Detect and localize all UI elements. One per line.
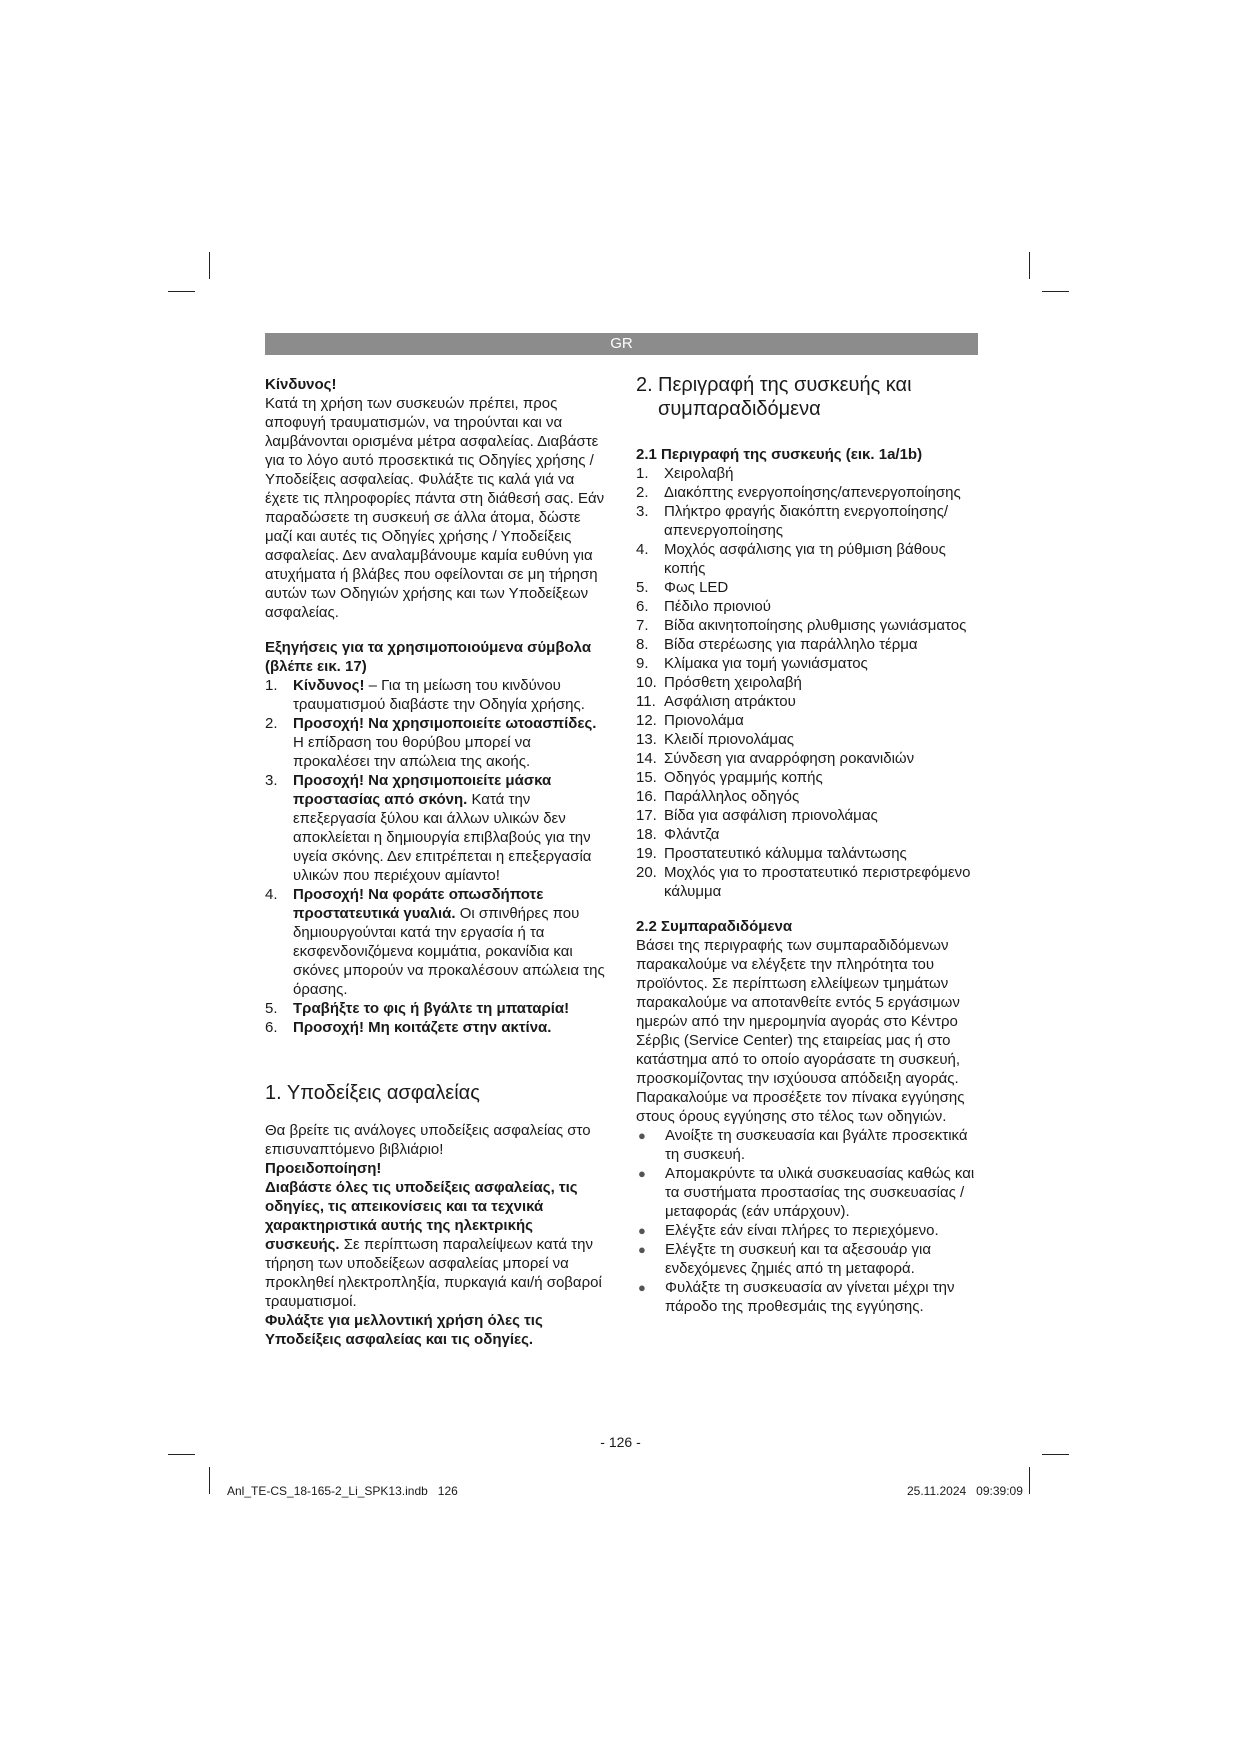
keep-instructions-text: Φυλάξτε για μελλοντική χρήση όλες τις Υποδείξεις ασφαλείας και τις οδηγίες.: [265, 1312, 543, 1348]
language-header-bar: [265, 333, 978, 355]
part-number: 10.: [636, 674, 657, 691]
symbol-text: Κατά την επεξεργασία ξύλου και άλλων υλικών δεν αποκλείεται η δημιουργία επιβλαβούς για την υγεία σκόνης. Δεν επιτρέπεται η επεξεργασία υλικών που περιέχουν αμίαντο!: [293, 791, 592, 884]
part-item: [636, 578, 980, 597]
part-number: 15.: [636, 769, 657, 786]
part-number: 13.: [636, 731, 657, 748]
part-label: Κλειδί πριονολάμας: [664, 731, 794, 748]
symbol-number: 2.: [265, 715, 278, 732]
warning-bold-text: Διαβάστε όλες τις υποδείξεις ασφαλείας, τις οδηγίες, τις απεικονίσεις και τα τεχνικά χαρακτηριστικά αυτής της ηλεκτρικής συσκευής.: [265, 1179, 578, 1253]
checklist-text: Απομακρύντε τα υλικά συσκευασίας καθώς και τα συστήματα προστασίας της συσκευασίας / μεταφοράς (εάν υπάρχουν).: [665, 1165, 975, 1220]
part-number: 19.: [636, 845, 657, 862]
warning-text: Σε περίπτωση παραλείψεων κατά την τήρηση των υποδείξεων ασφαλείας μπορεί να προκληθεί ηλεκτροπληξία, πυρκαγιά και/ή σοβαροί τραυματισμοί.: [265, 1236, 602, 1310]
checklist-text: Ελέγξτε εάν είναι πλήρες το περιεχόμενο.: [665, 1222, 939, 1239]
part-label: Μοχλός ασφάλισης για τη ρύθμιση βάθους κοπής: [664, 541, 946, 577]
part-label: Πλήκτρο φραγής διακόπτη ενεργοποίησης/ απενεργοποίησης: [664, 503, 949, 539]
checklist-text: Ελέγξτε τη συσκευή και τα αξεσουάρ για ενδεχόμενες ζημιές από τη μεταφορά.: [665, 1241, 932, 1277]
crop-mark: [1042, 1454, 1069, 1455]
part-label: Μοχλός για το προστατευτικό περιστρεφόμενο κάλυμμα: [664, 864, 971, 900]
section2-title: Περιγραφή της συσκευής και συμπαραδιδόμενα: [658, 374, 912, 420]
part-number: 11.: [636, 693, 656, 710]
part-label: Πρόσθετη χειρολαβή: [664, 674, 802, 691]
part-label: Πέδιλο πριονιού: [664, 598, 771, 615]
part-item: [636, 635, 980, 654]
file-info: Anl_TE-CS_18-165-2_Li_SPK13.indb 126: [227, 1484, 458, 1498]
part-label: Φλάντζα: [664, 826, 720, 843]
symbol-number: 6.: [265, 1019, 278, 1036]
part-item: [636, 768, 980, 787]
part-item: [636, 673, 980, 692]
symbol-description: [293, 676, 609, 714]
part-label: Πριονολάμα: [664, 712, 744, 729]
part-item: [636, 730, 980, 749]
part-item: [636, 502, 980, 540]
part-item: [636, 483, 980, 502]
part-item: [636, 806, 980, 825]
warning-title: Προειδοποίηση!: [265, 1160, 382, 1177]
symbol-number: 1.: [265, 677, 278, 694]
part-number: 1.: [636, 465, 649, 482]
symbol-description: [293, 885, 609, 999]
symbol-bold-label: Προσοχή! Να χρησιμοποιείτε ωτοασπίδες.: [293, 715, 597, 732]
part-number: 3.: [636, 503, 649, 520]
symbol-text: – Για τη μείωση του κινδύνου τραυματισμού διαβάστε την Οδηγία χρήσης.: [293, 677, 585, 713]
danger-text: Κατά τη χρήση των συσκευών πρέπει, προς αποφυγή τραυματισμών, να τηρούνται και να λαμβάνονται ορισμένα μέτρα ασφαλείας. Διαβάστε για το λόγο αυτό προσεκτικά τις Οδηγίες χρήσης / Υποδείξεις ασφαλείας. Φυλάξτε τις καλά γιά να έχετε τις πληροφορίες πάντα στη διάθεσή σας. Εάν παραδώσετε τη συσκευή σε άλλα άτομα, δώστε μαζί και αυτές τις Οδηγίες χρήσης / Υποδείξεις ασφαλείας. Δεν αναλαμβάνουμε καμία ευθύνη για ατυχήματα ή βλάβες που οφείλονται σε μη τήρηση αυτών των Οδηγιών χρήσης και των Υποδείξεων ασφαλείας.: [265, 395, 605, 621]
part-number: 7.: [636, 617, 649, 634]
bullet-icon: ●: [638, 1223, 646, 1238]
part-number: 12.: [636, 712, 657, 729]
symbol-description: [293, 714, 609, 771]
part-number: 14.: [636, 750, 657, 767]
part-label: Ασφάλιση ατράκτου: [664, 693, 796, 710]
crop-mark: [168, 291, 195, 292]
checklist-item: [636, 1221, 980, 1240]
symbol-description: [293, 1018, 551, 1037]
warning-paragraph: [265, 1178, 609, 1311]
part-number: 8.: [636, 636, 649, 653]
symbols-title: Εξηγήσεις για τα χρησιμοποιούμενα σύμβολα (βλέπε εικ. 17): [265, 639, 592, 675]
crop-mark: [1029, 252, 1030, 279]
part-number: 5.: [636, 579, 649, 596]
symbol-bold-label: Προσοχή! Να φοράτε οπωσδήποτε προστατευτικά γυαλιά.: [293, 886, 544, 922]
bullet-icon: ●: [638, 1280, 646, 1295]
section2-number: 2.: [636, 374, 653, 396]
part-number: 9.: [636, 655, 649, 672]
symbol-item: [265, 1018, 609, 1037]
checklist-item: [636, 1278, 980, 1316]
part-item: [636, 692, 980, 711]
symbol-text: Η επίδραση του θορύβου μπορεί να προκαλέσει την απώλεια της ακοής.: [293, 734, 531, 770]
part-label: Οδηγός γραμμής κοπής: [664, 769, 823, 786]
part-item: [636, 597, 980, 616]
part-number: 4.: [636, 541, 649, 558]
part-item: [636, 540, 980, 578]
crop-mark: [209, 252, 210, 279]
part-label: Χειρολαβή: [664, 465, 734, 482]
symbol-bold-label: Τραβήξτε το φις ή βγάλτε τη μπαταρία!: [293, 1000, 570, 1017]
checklist-item: [636, 1164, 980, 1221]
symbol-description: [293, 771, 609, 885]
symbol-description: [293, 999, 569, 1018]
part-item: [636, 844, 980, 863]
part-label: Βίδα για ασφάλιση πριονολάμας: [664, 807, 878, 824]
crop-mark: [209, 1467, 210, 1494]
right-column: [636, 373, 980, 1316]
part-label: Σύνδεση για αναρρόφηση ροκανιδιών: [664, 750, 915, 767]
print-date-time: 25.11.2024 09:39:09: [907, 1484, 1023, 1498]
part-label: Παράλληλος οδηγός: [664, 788, 800, 805]
part-label: Κλίμακα για τομή γωνιάσματος: [664, 655, 868, 672]
symbol-item: [265, 999, 609, 1018]
crop-mark: [1029, 1467, 1030, 1494]
part-item: [636, 711, 980, 730]
symbol-item: [265, 885, 609, 999]
symbol-number: 3.: [265, 772, 278, 789]
section1-title: 1. Υποδείξεις ασφαλείας: [265, 1082, 480, 1104]
part-label: Προστατευτικό κάλυμμα ταλάντωσης: [664, 845, 907, 862]
part-number: 20.: [636, 864, 657, 881]
part-number: 6.: [636, 598, 649, 615]
part-item: [636, 654, 980, 673]
checklist-item: [636, 1240, 980, 1278]
section2-heading: [636, 373, 980, 421]
scope-of-delivery-text: Βάσει της περιγραφής των συμπαραδιδόμενων παρακαλούμε να ελέγξετε την πληρότητα του προϊόντος. Σε περίπτωση ελλείψεων τμημάτων παρακαλούμε να αποτανθείτε εντός 5 εργάσιμων ημερών από την ημερομηνία αγοράς στο Κέντρο Σέρβις (Service Center) της εταιρείας μας ή στο κατάστημα από το οποίο αγοράσατε τη συσκευή, προσκομίζοντας την ισχύουσα απόδειξη αγοράς. Παρακαλούμε να προσέξετε τον πίνακα εγγύησης στους όρους εγγύησης στο τέλος των οδηγιών.: [636, 937, 965, 1125]
symbol-bold-label: Κίνδυνος!: [293, 677, 365, 694]
crop-mark: [1042, 291, 1069, 292]
part-item: [636, 464, 980, 483]
symbol-text: Οι σπινθήρες που δημιουργούνται κατά την εργασία ή τα εκσφενδονιζόμενα κομμάτια, ροκανίδια και σκόνες μπορούν να προκαλέσουν απώλεια της όρασης.: [293, 905, 605, 998]
subsection-2-2-title: 2.2 Συμπαραδιδόμενα: [636, 918, 793, 935]
part-item: [636, 749, 980, 768]
checklist-item: [636, 1126, 980, 1164]
symbol-item: [265, 771, 609, 885]
crop-mark: [168, 1454, 195, 1455]
part-label: Βίδα στερέωσης για παράλληλο τέρμα: [664, 636, 918, 653]
language-code: GR: [610, 335, 633, 352]
bullet-icon: ●: [638, 1166, 646, 1181]
part-number: 17.: [636, 807, 657, 824]
symbol-item: [265, 714, 609, 771]
part-number: 2.: [636, 484, 649, 501]
section1-intro: Θα βρείτε τις ανάλογες υποδείξεις ασφαλείας στο επισυναπτόμενο βιβλιάριο!: [265, 1122, 591, 1158]
danger-title: Κίνδυνος!: [265, 376, 337, 393]
part-item: [636, 825, 980, 844]
left-column: [265, 375, 609, 1349]
part-label: Φως LED: [664, 579, 729, 596]
symbol-bold-label: Προσοχή! Να χρησιμοποιείτε μάσκα προστασίας από σκόνη.: [293, 772, 552, 808]
part-item: [636, 787, 980, 806]
symbols-list: [265, 676, 609, 1037]
bullet-icon: ●: [638, 1242, 646, 1257]
part-label: Βίδα ακινητοποίησης ρλυθμισης γωνιάσματος: [664, 617, 967, 634]
part-label: Διακόπτης ενεργοποίησης/απενεργοποίησης: [664, 484, 961, 501]
symbol-item: [265, 676, 609, 714]
symbol-bold-label: Προσοχή! Μη κοιτάζετε στην ακτίνα.: [293, 1019, 552, 1036]
subsection-2-1-title: 2.1 Περιγραφή της συσκευής (εικ. 1a/1b): [636, 446, 923, 463]
part-item: [636, 616, 980, 635]
unpacking-checklist: [636, 1126, 980, 1316]
page-number: - 126 -: [600, 1434, 641, 1450]
checklist-text: Φυλάξτε τη συσκευασία αν γίνεται μέχρι την πάροδο της προθεσμάις της εγγύησης.: [665, 1279, 955, 1315]
bullet-icon: ●: [638, 1128, 646, 1143]
parts-list: [636, 464, 980, 901]
part-item: [636, 863, 980, 901]
part-number: 18.: [636, 826, 657, 843]
part-number: 16.: [636, 788, 657, 805]
checklist-text: Ανοίξτε τη συσκευασία και βγάλτε προσεκτικά τη συσκευή.: [665, 1127, 968, 1163]
symbol-number: 4.: [265, 886, 278, 903]
symbol-number: 5.: [265, 1000, 278, 1017]
